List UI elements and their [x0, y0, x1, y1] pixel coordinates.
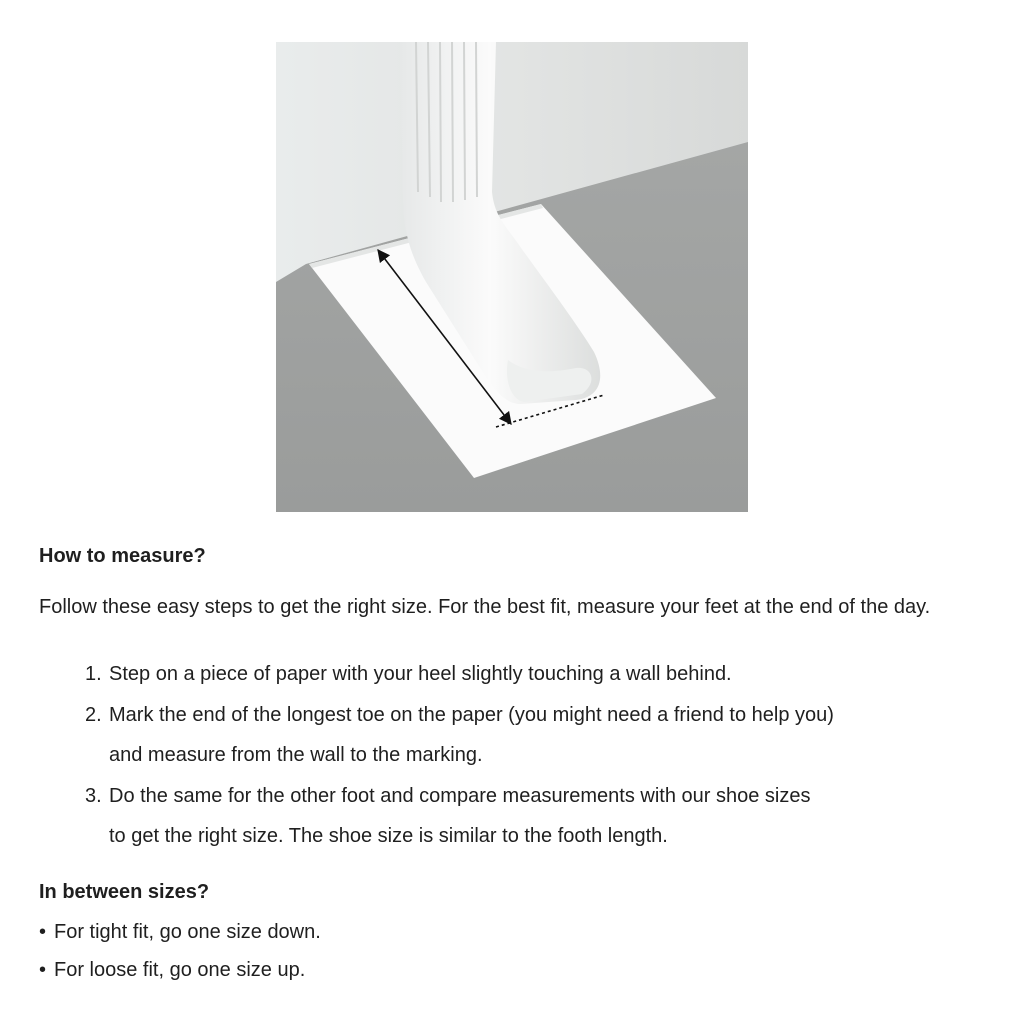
intro-paragraph: Follow these easy steps to get the right size. For the best fit, measure your feet at the end of the day. — [39, 596, 931, 618]
bullet-icon: • — [39, 958, 47, 981]
size-tip-text: For tight fit, go one size down. — [54, 921, 321, 943]
bullet-icon: • — [39, 921, 47, 943]
foot-measure-illustration — [276, 42, 748, 512]
size-tips-list — [39, 914, 321, 989]
size-tip-text: For loose fit, go one size up. — [54, 958, 306, 981]
step-text: Mark the end of the longest toe on the paper (you might need a friend to help you) — [109, 703, 834, 726]
step-item — [80, 654, 834, 695]
how-to-measure-heading: How to measure? — [39, 545, 206, 567]
step-text: to get the right size. The shoe size is similar to the footh length. — [109, 825, 668, 847]
size-tip-item — [39, 952, 321, 990]
steps-list — [80, 654, 834, 857]
step-item — [80, 695, 834, 776]
step-text: Step on a piece of paper with your heel slightly touching a wall behind. — [109, 663, 732, 685]
size-tip-item — [39, 914, 321, 952]
step-number: 3. — [85, 784, 102, 807]
step-number: 2. — [85, 703, 102, 726]
step-item — [80, 776, 834, 857]
step-text: Do the same for the other foot and compare measurements with our shoe sizes — [109, 784, 811, 807]
step-number: 1. — [85, 663, 102, 685]
in-between-sizes-heading: In between sizes? — [39, 881, 210, 903]
step-text: and measure from the wall to the marking. — [109, 744, 483, 766]
